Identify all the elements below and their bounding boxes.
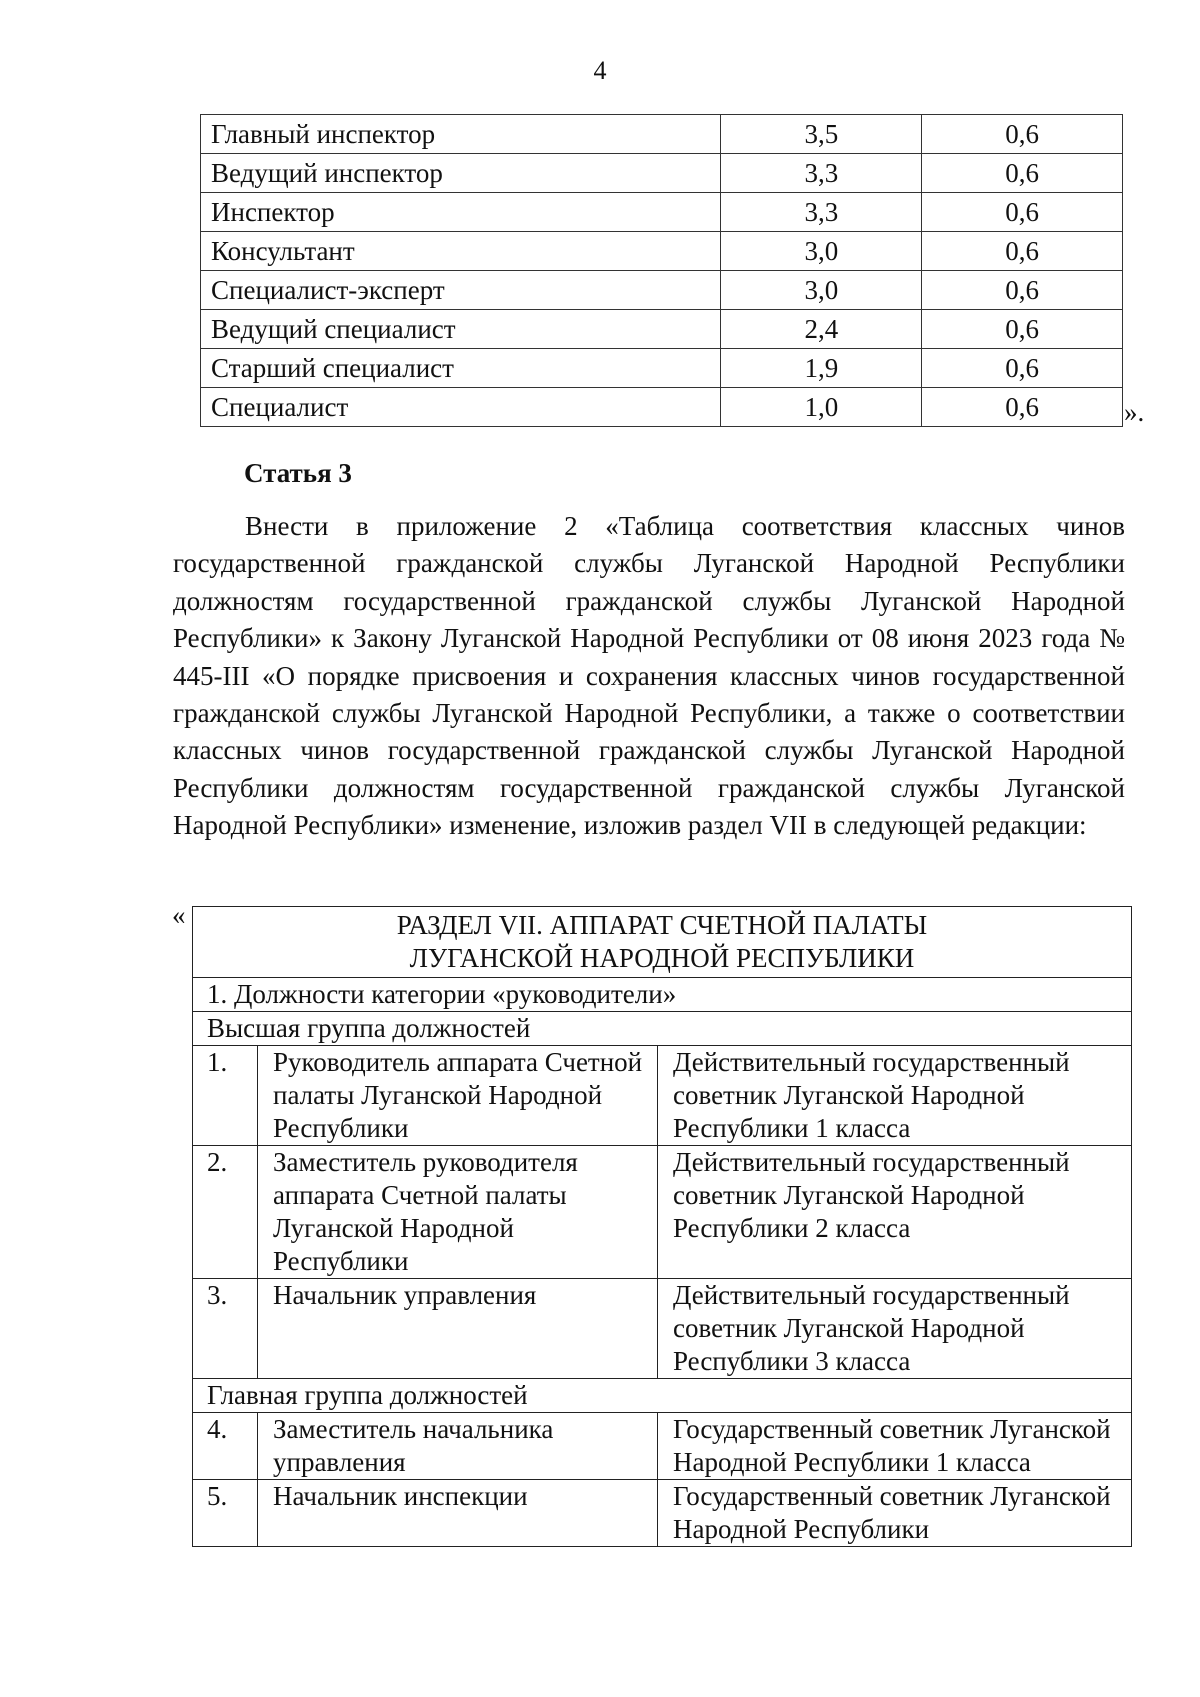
- category-label: 1. Должности категории «руководители»: [193, 978, 1132, 1012]
- rank-cell: Действительный государственный советник Луганской Народной Республики 3 класса: [658, 1279, 1132, 1379]
- row-number: 2.: [193, 1146, 258, 1279]
- position-cell: Инспектор: [201, 193, 721, 232]
- position-cell: Заместитель начальника управления: [258, 1413, 658, 1480]
- rank-cell: Государственный советник Луганской Народной Республики 1 класса: [658, 1413, 1132, 1480]
- position-cell: Ведущий инспектор: [201, 154, 721, 193]
- coefficients-table: [200, 114, 1123, 427]
- value-cell: 0,6: [922, 115, 1123, 154]
- value-cell: 0,6: [922, 310, 1123, 349]
- value-cell: 2,4: [721, 310, 922, 349]
- row-number: 4.: [193, 1413, 258, 1480]
- value-cell: 0,6: [922, 388, 1123, 427]
- value-cell: 1,0: [721, 388, 922, 427]
- category-row: [193, 978, 1132, 1012]
- position-cell: Начальник инспекции: [258, 1480, 658, 1547]
- table-row: [193, 1480, 1132, 1547]
- article-text: Внести в приложение 2 «Таблица соответствия классных чинов государственной гражданской службы Луганской Народной Республики должностям государственной гражданской службы Луганской Народной Республики» к Закону Луганской Народной Республики от 08 июня 2023 года № 445-III «О порядке присвоения и сохранения классных чинов государственной гражданской службы Луганской Народной Республики, а также о соответствии классных чинов государственной гражданской службы Луганской Народной Республики должностям государственной гражданской службы Луганской Народной Республики» изменение, изложив раздел VII в следующей редакции:: [173, 511, 1125, 841]
- position-cell: Специалист: [201, 388, 721, 427]
- table-row: [193, 1146, 1132, 1279]
- value-cell: 0,6: [922, 349, 1123, 388]
- group-label-high: Высшая группа должностей: [193, 1012, 1132, 1046]
- table-row: [193, 1279, 1132, 1379]
- position-cell: Начальник управления: [258, 1279, 658, 1379]
- value-cell: 3,3: [721, 154, 922, 193]
- row-number: 3.: [193, 1279, 258, 1379]
- section-table: [192, 906, 1132, 1547]
- table-row: [201, 349, 1123, 388]
- value-cell: 0,6: [922, 271, 1123, 310]
- position-cell: Старший специалист: [201, 349, 721, 388]
- value-cell: 1,9: [721, 349, 922, 388]
- section-heading-line: РАЗДЕЛ VII. АППАРАТ СЧЕТНОЙ ПАЛАТЫ: [396, 910, 928, 940]
- position-cell: Специалист-эксперт: [201, 271, 721, 310]
- table-row: [193, 1046, 1132, 1146]
- position-cell: Заместитель руководителя аппарата Счетной палаты Луганской Народной Республики: [258, 1146, 658, 1279]
- position-cell: Консультант: [201, 232, 721, 271]
- position-cell: Руководитель аппарата Счетной палаты Луганской Народной Республики: [258, 1046, 658, 1146]
- table-row: [201, 193, 1123, 232]
- table-row: [201, 232, 1123, 271]
- table-row: [201, 388, 1123, 427]
- value-cell: 3,3: [721, 193, 922, 232]
- position-cell: Главный инспектор: [201, 115, 721, 154]
- group-row: [193, 1012, 1132, 1046]
- group-row: [193, 1379, 1132, 1413]
- position-cell: Ведущий специалист: [201, 310, 721, 349]
- article-title: Статья 3: [244, 458, 352, 488]
- section-heading: [193, 907, 1132, 978]
- value-cell: 0,6: [922, 154, 1123, 193]
- value-cell: 0,6: [922, 232, 1123, 271]
- group-label-main: Главная группа должностей: [193, 1379, 1132, 1413]
- table-row: [193, 1413, 1132, 1480]
- opening-quote-mark: «: [172, 900, 186, 930]
- row-number: 5.: [193, 1480, 258, 1547]
- value-cell: 3,5: [721, 115, 922, 154]
- table-row: [201, 271, 1123, 310]
- section-heading-row: [193, 907, 1132, 978]
- value-cell: 3,0: [721, 271, 922, 310]
- rank-cell: Действительный государственный советник Луганской Народной Республики 2 класса: [658, 1146, 1132, 1279]
- row-number: 1.: [193, 1046, 258, 1146]
- rank-cell: Действительный государственный советник Луганской Народной Республики 1 класса: [658, 1046, 1132, 1146]
- table-row: [201, 310, 1123, 349]
- value-cell: 0,6: [922, 193, 1123, 232]
- closing-quote-mark: ».: [1124, 397, 1145, 427]
- table-row: [201, 115, 1123, 154]
- rank-cell: Государственный советник Луганской Народной Республики: [658, 1480, 1132, 1547]
- value-cell: 3,0: [721, 232, 922, 271]
- page-number: 4: [593, 56, 607, 85]
- table-row: [201, 154, 1123, 193]
- section-heading-line: ЛУГАНСКОЙ НАРОДНОЙ РЕСПУБЛИКИ: [409, 943, 915, 973]
